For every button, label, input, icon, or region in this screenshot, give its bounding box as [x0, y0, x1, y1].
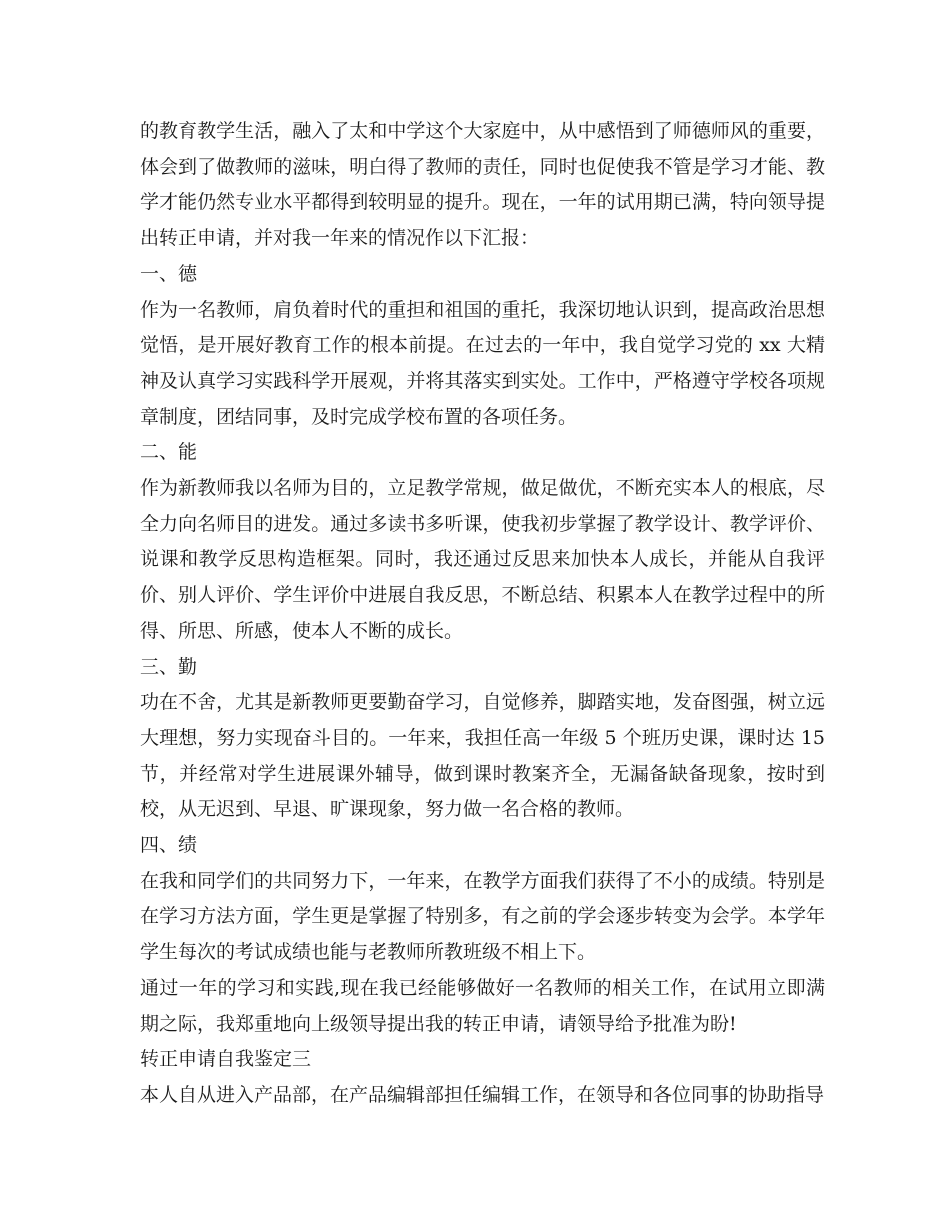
section-heading-ji: 四、绩 — [140, 834, 198, 857]
paragraph-de: 作为一名教师，肩负着时代的重担和祖国的重托，我深切地认识到，提高政治思想觉悟，是开展好教育工作的根本前提。在过去的一年中，我自觉学习党的 xx 大精神及认真学习实践科学开展观，并将其落实到实处。工作中，严格遵守学校各项规章制度，团结同事，及时完成学校布置的各项任务。 — [140, 298, 825, 428]
paragraph-part-three: 本人自从进入产品部，在产品编辑部担任编辑工作，在领导和各位同事的协助指导 — [140, 1083, 825, 1106]
paragraph-conclusion: 通过一年的学习和实践,现在我已经能够做好一名教师的相关工作，在试用立即满期之际，我郑重地向上级领导提出我的转正申请，请领导给予批准为盼! — [140, 976, 825, 1035]
section-heading-part-three: 转正申请自我鉴定三 — [140, 1048, 312, 1071]
section-heading-neng: 二、能 — [140, 441, 198, 464]
section-heading-qin: 三、勤 — [140, 655, 198, 678]
paragraph-intro: 的教育教学生活，融入了太和中学这个大家庭中，从中感悟到了师德师风的重要，体会到了做教师的滋味，明白得了教师的责任，同时也促使我不管是学习才能、教学才能仍然专业水平都得到较明显的提升。现在，一年的试用期已满，特向领导提出转正申请，并对我一年来的情况作以下汇报： — [140, 120, 825, 250]
paragraph-qin: 功在不舍，尤其是新教师更要勤奋学习，自觉修养，脚踏实地，发奋图强，树立远大理想，努力实现奋斗目的。一年来，我担任高一年级 5 个班历史课，课时达 15 节，并经常对学生进展课外辅导，做到课时教案齐全，无漏备缺备现象，按时到校，从无迟到、早退、旷课现象，努力做一名合格的教师。 — [140, 691, 825, 821]
section-heading-de: 一、德 — [140, 262, 198, 285]
paragraph-ji: 在我和同学们的共同努力下，一年来，在教学方面我们获得了不小的成绩。特别是在学习方法方面，学生更是掌握了特别多，有之前的学会逐步转变为会学。本学年学生每次的考试成绩也能与老教师所教班级不相上下。 — [140, 869, 825, 964]
document-body — [140, 114, 825, 1114]
paragraph-neng: 作为新教师我以名师为目的，立足教学常规，做足做优，不断充实本人的根底，尽全力向名师目的进发。通过多读书多听课，使我初步掌握了教学设计、教学评价、说课和教学反思构造框架。同时，我还通过反思来加快本人成长，并能从自我评价、别人评价、学生评价中进展自我反思，不断总结、积累本人在教学过程中的所得、所思、所感，使本人不断的成长。 — [140, 477, 825, 642]
